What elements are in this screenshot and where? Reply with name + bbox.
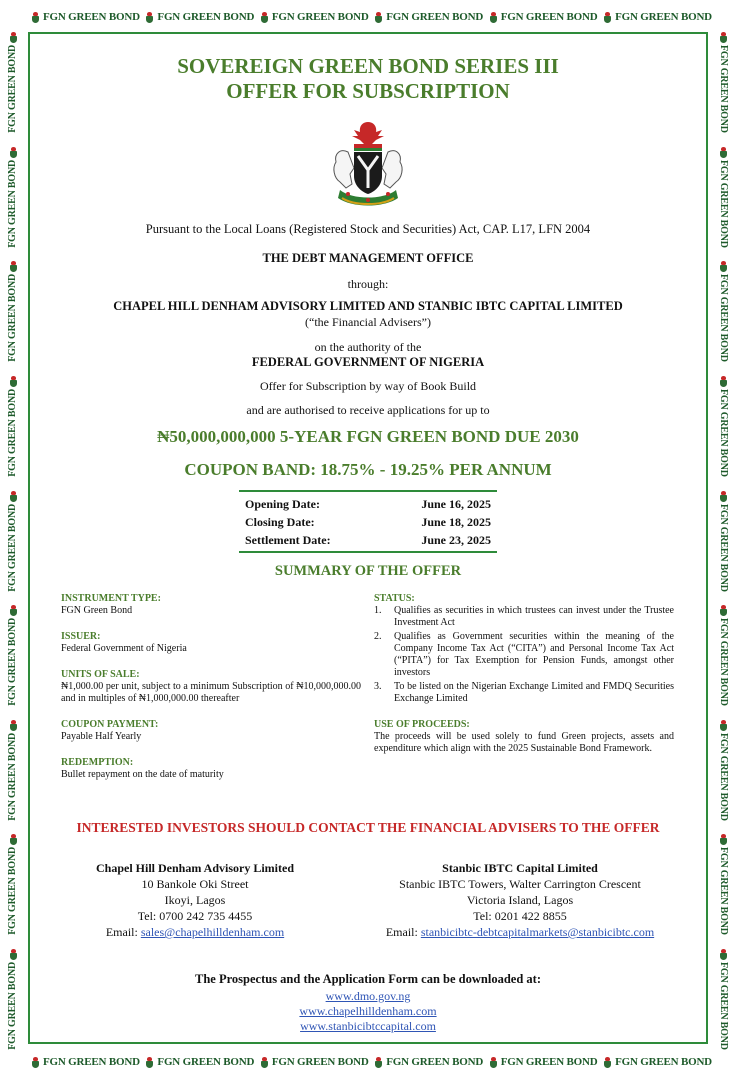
mini-crest-icon bbox=[31, 12, 40, 23]
mini-crest-icon bbox=[489, 12, 498, 23]
mini-crest-icon bbox=[9, 491, 18, 502]
title-line1: SOVEREIGN GREEN BOND SERIES III bbox=[177, 54, 559, 78]
border-text: FGN GREEN BOND bbox=[718, 732, 729, 821]
authorised-text: and are authorised to receive applications for up to bbox=[246, 403, 490, 417]
proceeds-value: The proceeds will be used solely to fund Green projects, assets and expenditure which align with the 2025 Sustainable Bond Framework. bbox=[374, 731, 674, 754]
border-text: FGN GREEN BOND bbox=[157, 1056, 255, 1068]
issuer-office: THE DEBT MANAGEMENT OFFICE bbox=[262, 251, 474, 265]
date-row-settlement bbox=[239, 531, 497, 549]
email-label: Email: bbox=[385, 925, 421, 939]
units-label: UNITS OF SALE: bbox=[61, 669, 140, 680]
mini-crest-icon bbox=[719, 491, 728, 502]
mini-crest-icon bbox=[145, 12, 154, 23]
list-text: Qualifies as Government securities within the meaning of the Company Income Tax Act (“CITA”) and Personal Income Tax Act (“PITA”) for Tax Exemption for Pension Funds, amongst other investors bbox=[394, 631, 674, 678]
redemption-label: REDEMPTION: bbox=[61, 757, 134, 768]
list-text: To be listed on the Nigerian Exchange Limited and FMDQ Securities Exchange Limited bbox=[394, 681, 674, 704]
dates-table bbox=[239, 490, 497, 553]
status-list bbox=[374, 605, 674, 705]
mini-crest-icon bbox=[9, 949, 18, 960]
mini-crest-icon bbox=[9, 147, 18, 158]
border-text: FGN GREEN BOND bbox=[500, 11, 598, 23]
border-unit bbox=[600, 6, 712, 28]
redemption-value: Bullet repayment on the date of maturity bbox=[61, 769, 224, 780]
border-text: FGN GREEN BOND bbox=[386, 1056, 484, 1068]
proceeds-label: USE OF PROCEEDS: bbox=[374, 719, 470, 730]
units-value: ₦1,000.00 per unit, subject to a minimum Subscription of ₦10,000,000.00 and in multiples of ₦1,000,000.00 thereafter bbox=[61, 681, 361, 704]
border-text: FGN GREEN BOND bbox=[718, 388, 729, 477]
instrument-value: FGN Green Bond bbox=[61, 605, 133, 616]
website-link-stanbic[interactable]: www.stanbicibtccapital.com bbox=[300, 1019, 436, 1033]
list-number: 3. bbox=[374, 681, 382, 692]
issuer-block bbox=[61, 631, 361, 655]
government-name: FEDERAL GOVERNMENT OF NIGERIA bbox=[251, 355, 485, 369]
border-right bbox=[712, 30, 734, 1050]
email-link[interactable]: sales@chapelhilldenham.com bbox=[140, 925, 285, 939]
mini-crest-icon bbox=[260, 1057, 269, 1068]
date-label: Opening Date: bbox=[245, 497, 320, 511]
list-item bbox=[374, 605, 674, 629]
contact-name: Stanbic IBTC Capital Limited bbox=[442, 861, 598, 875]
coupon-band: COUPON BAND: 18.75% - 19.25% PER ANNUM bbox=[184, 460, 552, 479]
border-text: FGN GREEN BOND bbox=[7, 159, 18, 248]
border-text: FGN GREEN BOND bbox=[615, 1056, 712, 1068]
mini-crest-icon bbox=[719, 834, 728, 845]
units-block bbox=[61, 669, 361, 705]
mini-crest-icon bbox=[719, 32, 728, 43]
border-text: FGN GREEN BOND bbox=[157, 11, 255, 23]
border-top bbox=[28, 6, 712, 28]
contact-email-line bbox=[370, 924, 670, 940]
date-value: June 18, 2025 bbox=[421, 515, 491, 529]
border-unit bbox=[371, 1051, 483, 1073]
mini-crest-icon bbox=[603, 12, 612, 23]
advisers-names: CHAPEL HILL DENHAM ADVISORY LIMITED AND STANBIC IBTC CAPITAL LIMITED bbox=[113, 299, 623, 313]
border-unit bbox=[717, 832, 729, 935]
contact-tel: Tel: 0700 242 735 4455 bbox=[137, 909, 253, 923]
contact-address: 10 Bankole Oki Street bbox=[141, 877, 249, 891]
border-text: FGN GREEN BOND bbox=[718, 503, 729, 592]
summary-right-column bbox=[374, 593, 674, 769]
date-value: June 16, 2025 bbox=[421, 497, 491, 511]
border-unit bbox=[142, 1051, 254, 1073]
border-text: FGN GREEN BOND bbox=[43, 11, 140, 23]
mini-crest-icon bbox=[31, 1057, 40, 1068]
border-text: FGN GREEN BOND bbox=[615, 11, 712, 23]
border-unit bbox=[28, 6, 140, 28]
list-item bbox=[374, 681, 674, 705]
list-number: 1. bbox=[374, 605, 382, 616]
border-text: FGN GREEN BOND bbox=[7, 503, 18, 592]
instrument-label: INSTRUMENT TYPE: bbox=[61, 593, 161, 604]
contact-tel: Tel: 0201 422 8855 bbox=[473, 909, 567, 923]
headline-amount: ₦50,000,000,000 5-YEAR FGN GREEN BOND DUE 2030 bbox=[157, 427, 579, 446]
summary-title: SUMMARY OF THE OFFER bbox=[274, 563, 462, 579]
contact-address: Stanbic IBTC Towers, Walter Carrington Crescent bbox=[399, 877, 641, 891]
border-unit bbox=[371, 6, 483, 28]
title-line2: OFFER FOR SUBSCRIPTION bbox=[226, 79, 510, 103]
status-block bbox=[374, 593, 674, 705]
date-row-opening bbox=[239, 495, 497, 513]
border-unit bbox=[7, 603, 19, 706]
book-build-text: Offer for Subscription by way of Book Build bbox=[259, 379, 477, 393]
border-text: FGN GREEN BOND bbox=[718, 847, 729, 936]
list-number: 2. bbox=[374, 631, 382, 642]
coat-of-arms-icon bbox=[318, 118, 418, 214]
mini-crest-icon bbox=[374, 1057, 383, 1068]
border-unit bbox=[600, 1051, 712, 1073]
through-text: through: bbox=[347, 277, 389, 291]
instrument-block bbox=[61, 593, 361, 617]
border-text: FGN GREEN BOND bbox=[386, 11, 484, 23]
border-bottom bbox=[28, 1051, 712, 1073]
border-unit bbox=[142, 6, 254, 28]
border-unit bbox=[7, 718, 19, 821]
date-label: Settlement Date: bbox=[245, 533, 331, 547]
border-text: FGN GREEN BOND bbox=[7, 618, 18, 706]
border-unit bbox=[28, 1051, 140, 1073]
date-row-closing bbox=[239, 513, 497, 531]
website-link-chapelhill[interactable]: www.chapelhilldenham.com bbox=[299, 1004, 437, 1018]
mini-crest-icon bbox=[719, 605, 728, 616]
mini-crest-icon bbox=[9, 605, 18, 616]
border-text: FGN GREEN BOND bbox=[7, 388, 18, 477]
pursuant-statement: Pursuant to the Local Loans (Registered Stock and Securities) Act, CAP. L17, LFN 2004 bbox=[145, 222, 591, 236]
mini-crest-icon bbox=[719, 720, 728, 731]
border-text: FGN GREEN BOND bbox=[7, 274, 18, 363]
border-unit bbox=[257, 6, 369, 28]
date-value: June 23, 2025 bbox=[421, 533, 491, 547]
mini-crest-icon bbox=[603, 1057, 612, 1068]
proceeds-block bbox=[374, 719, 674, 755]
border-left bbox=[2, 30, 24, 1050]
mini-crest-icon bbox=[719, 949, 728, 960]
border-unit bbox=[257, 1051, 369, 1073]
border-text: FGN GREEN BOND bbox=[718, 45, 729, 133]
advisers-alias: (“the Financial Advisers”) bbox=[305, 315, 431, 329]
coupon-block bbox=[61, 719, 361, 743]
coupon-label: COUPON PAYMENT: bbox=[61, 719, 159, 730]
mini-crest-icon bbox=[489, 1057, 498, 1068]
email-link[interactable]: stanbicibtc-debtcapitalmarkets@stanbicibtc.com bbox=[420, 925, 655, 939]
contact-stanbic bbox=[370, 860, 670, 940]
border-text: FGN GREEN BOND bbox=[7, 847, 18, 936]
list-text: Qualifies as securities in which trustees can invest under the Trustee Investment Act bbox=[394, 605, 674, 628]
email-label: Email: bbox=[105, 925, 141, 939]
border-unit bbox=[486, 6, 598, 28]
border-text: FGN GREEN BOND bbox=[718, 274, 729, 363]
contact-address: Ikoyi, Lagos bbox=[164, 893, 226, 907]
list-item bbox=[374, 631, 674, 679]
summary-left-column bbox=[61, 593, 361, 795]
prospectus-notice: The Prospectus and the Application Form can be downloaded at: bbox=[195, 972, 541, 986]
border-text: FGN GREEN BOND bbox=[271, 11, 369, 23]
border-unit bbox=[7, 832, 19, 935]
border-text: FGN GREEN BOND bbox=[7, 732, 18, 821]
status-label: STATUS: bbox=[374, 593, 415, 604]
contact-address: Victoria Island, Lagos bbox=[466, 893, 574, 907]
contact-name: Chapel Hill Denham Advisory Limited bbox=[95, 861, 295, 875]
contact-email-line bbox=[80, 924, 310, 940]
mini-crest-icon bbox=[145, 1057, 154, 1068]
redemption-block bbox=[61, 757, 361, 781]
website-link-dmo[interactable]: www.dmo.gov.ng bbox=[325, 989, 411, 1003]
border-unit bbox=[717, 603, 729, 706]
border-text: FGN GREEN BOND bbox=[718, 618, 729, 706]
mini-crest-icon bbox=[9, 720, 18, 731]
border-unit bbox=[717, 718, 729, 821]
border-text: FGN GREEN BOND bbox=[718, 159, 729, 248]
mini-crest-icon bbox=[719, 147, 728, 158]
mini-crest-icon bbox=[374, 12, 383, 23]
contact-chapel-hill bbox=[80, 860, 310, 940]
border-text: FGN GREEN BOND bbox=[500, 1056, 598, 1068]
issuer-label: ISSUER: bbox=[61, 631, 101, 642]
border-unit bbox=[486, 1051, 598, 1073]
interested-investors-notice: INTERESTED INVESTORS SHOULD CONTACT THE FINANCIAL ADVISERS TO THE OFFER bbox=[76, 820, 660, 835]
border-text: FGN GREEN BOND bbox=[271, 1056, 369, 1068]
border-text: FGN GREEN BOND bbox=[43, 1056, 140, 1068]
border-text: FGN GREEN BOND bbox=[7, 962, 18, 1050]
coupon-value: Payable Half Yearly bbox=[61, 731, 142, 742]
authority-text: on the authority of the bbox=[314, 340, 422, 354]
issuer-value: Federal Government of Nigeria bbox=[61, 643, 187, 654]
date-label: Closing Date: bbox=[245, 515, 315, 529]
border-text: FGN GREEN BOND bbox=[718, 962, 729, 1050]
mini-crest-icon bbox=[260, 12, 269, 23]
mini-crest-icon bbox=[9, 834, 18, 845]
mini-crest-icon bbox=[9, 32, 18, 43]
border-text: FGN GREEN BOND bbox=[7, 45, 18, 133]
